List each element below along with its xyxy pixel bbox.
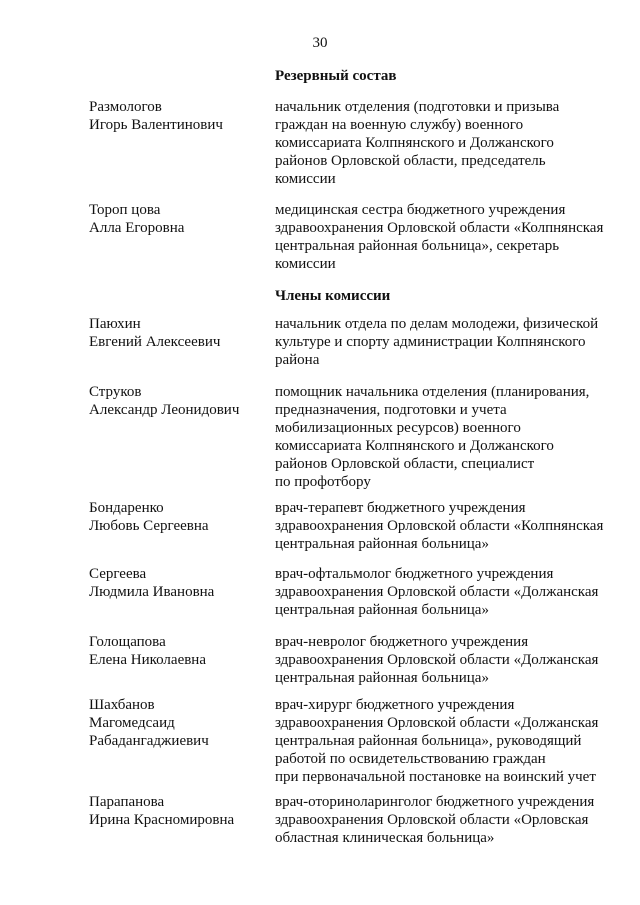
person-role: врач-терапевт бюджетного учреждения здравоохранения Орловской области «Колпнянская центральная районная больница»: [275, 500, 604, 552]
person-name: Тороп цова Алла Егоровна: [89, 202, 185, 236]
section-heading-reserve: Резервный состав: [275, 68, 397, 84]
person-name: Парапанова Ирина Красномировна: [89, 794, 235, 828]
person-role: врач-оториноларинголог бюджетного учреждения здравоохранения Орловской области «Орловская областная клиническая больница»: [275, 794, 595, 846]
person-name: Голощапова Елена Николаевна: [89, 634, 206, 668]
section-heading-members: Члены комиссии: [275, 288, 391, 304]
person-role: начальник отделения (подготовки и призыва граждан на военную службу) военного комиссариата Колпнянского и Должанского районов Орловской области, председатель комиссии: [275, 99, 560, 187]
person-name: Струков Александр Леонидович: [89, 384, 240, 418]
person-role: врач-невролог бюджетного учреждения здравоохранения Орловской области «Должанская центральная районная больница»: [275, 634, 599, 686]
person-name: Размологов Игорь Валентинович: [89, 99, 223, 133]
person-role: медицинская сестра бюджетного учреждения здравоохранения Орловской области «Колпнянская центральная районная больница», секретарь комиссии: [275, 202, 604, 272]
person-role: начальник отдела по делам молодежи, физической культуре и спорту администрации Колпнянского района: [275, 316, 599, 368]
person-role: помощник начальника отделения (планирования, предназначения, подготовки и учета мобилизационных ресурсов) военного комиссариата Колпнянского и Должанского районов Орловской области, специалист по профотбору: [275, 384, 590, 490]
person-name: Паюхин Евгений Алексеевич: [89, 316, 221, 350]
person-role: врач-офтальмолог бюджетного учреждения здравоохранения Орловской области «Должанская центральная районная больница»: [275, 566, 599, 618]
person-role: врач-хирург бюджетного учреждения здравоохранения Орловской области «Должанская центральная районная больница», руководящий работой по освидетельствованию граждан при первоначальной постановке на воинский учет: [275, 697, 599, 785]
person-name: Сергеева Людмила Ивановна: [89, 566, 215, 600]
page-number: 30: [312, 35, 328, 51]
person-name: Бондаренко Любовь Сергеевна: [89, 500, 209, 534]
person-name: Шахбанов Магомедсаид Рабадангаджиевич: [89, 697, 209, 749]
